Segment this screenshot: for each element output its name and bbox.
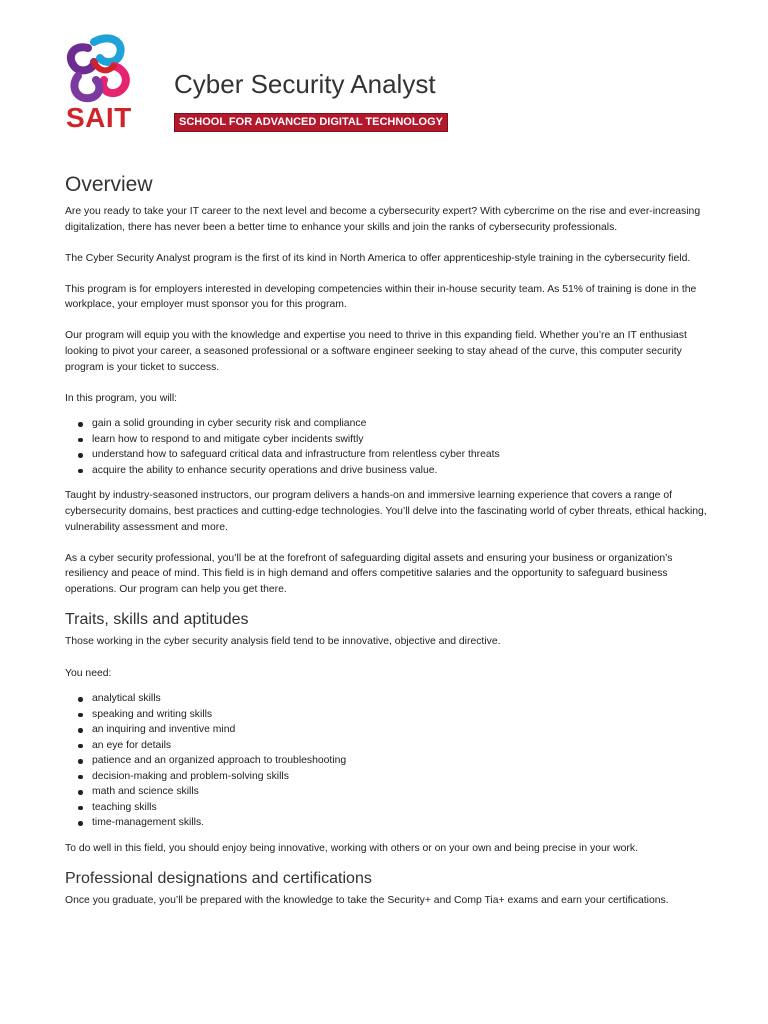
list-item: gain a solid grounding in cyber security risk and compliance [92, 416, 710, 432]
list-item: decision-making and problem-solving skills [92, 769, 710, 785]
certifications-text: Once you graduate, you’ll be prepared with the knowledge to take the Security+ and Comp Tia+ exams and earn your certifications. [65, 895, 669, 907]
overview-paragraph: Are you ready to take your IT career to the next level and become a cybersecurity expert? With cybercrime on the rise and ever-increasing digitalization, there has never been a better time to enhance your skills and join the ranks of cybersecurity professionals. [65, 206, 701, 233]
list-item: teaching skills [92, 800, 710, 816]
school-badge: SCHOOL FOR ADVANCED DIGITAL TECHNOLOGY [174, 113, 448, 132]
overview-paragraph: Taught by industry-seasoned instructors, our program delivers a hands-on and immersive learning experience that covers a range of cybersecurity domains, best practices and cutting-edge technologies. You’ll delve into the fascinating world of cyber threats, ethical hacking, vulnerability assessment and more. [65, 490, 707, 533]
list-item: analytical skills [92, 691, 710, 707]
overview-section [65, 170, 710, 597]
traits-closing: To do well in this field, you should enjoy being innovative, working with others or on your own and being precise in your work. [65, 842, 638, 854]
program-outcomes-list [65, 416, 710, 478]
sait-logo-mark-icon [64, 34, 134, 106]
list-item: understand how to safeguard critical data and infrastructure from relentless cyber threats [92, 447, 710, 463]
overview-paragraph: The Cyber Security Analyst program is the first of its kind in North America to offer apprenticeship-style training in the cybersecurity field. [65, 252, 691, 264]
list-item: acquire the ability to enhance security operations and drive business value. [92, 463, 710, 479]
list-item: an eye for details [92, 738, 710, 754]
list-item: math and science skills [92, 784, 710, 800]
list-item: an inquiring and inventive mind [92, 722, 710, 738]
list-item: time-management skills. [92, 815, 710, 831]
overview-heading: Overview [65, 173, 153, 196]
list-item: speaking and writing skills [92, 707, 710, 723]
traits-section [65, 609, 710, 856]
traits-list [65, 691, 710, 831]
certifications-heading: Professional designations and certifications [65, 870, 372, 888]
certifications-section [65, 868, 710, 909]
overview-paragraph: This program is for employers interested in developing competencies within their in-house security team. As 51% of training is done in the workplace, your employer must sponsor you for this program. [65, 283, 697, 311]
overview-paragraph: As a cyber security professional, you’ll be at the forefront of safeguarding digital assets and ensuring your business or organization’s resiliency and peace of mind. This field is in high demand and offers competitive salaries and the opportunity to safeguard business operations. Our program can help you get there. [65, 552, 673, 595]
page-header [0, 0, 768, 150]
traits-heading: Traits, skills and aptitudes [65, 611, 249, 629]
sait-logo-text: SAIT [66, 102, 132, 133]
page-title: Cyber Security Analyst [174, 69, 436, 99]
overview-paragraph: Our program will equip you with the knowledge and expertise you need to thrive in this expanding field. Whether you’re an IT enthusiast looking to pivot your career, a seasoned professional or a software engineer seeking to stay ahead of the curve, this computer security program is your ticket to success. [65, 330, 687, 373]
main-content [65, 170, 710, 924]
traits-you-need: You need: [65, 667, 112, 679]
overview-paragraph: In this program, you will: [65, 392, 178, 404]
sait-logo [62, 34, 136, 134]
traits-intro: Those working in the cyber security analysis field tend to be innovative, objective and directive. [65, 636, 501, 648]
list-item: learn how to respond to and mitigate cyber incidents swiftly [92, 432, 710, 448]
list-item: patience and an organized approach to troubleshooting [92, 753, 710, 769]
